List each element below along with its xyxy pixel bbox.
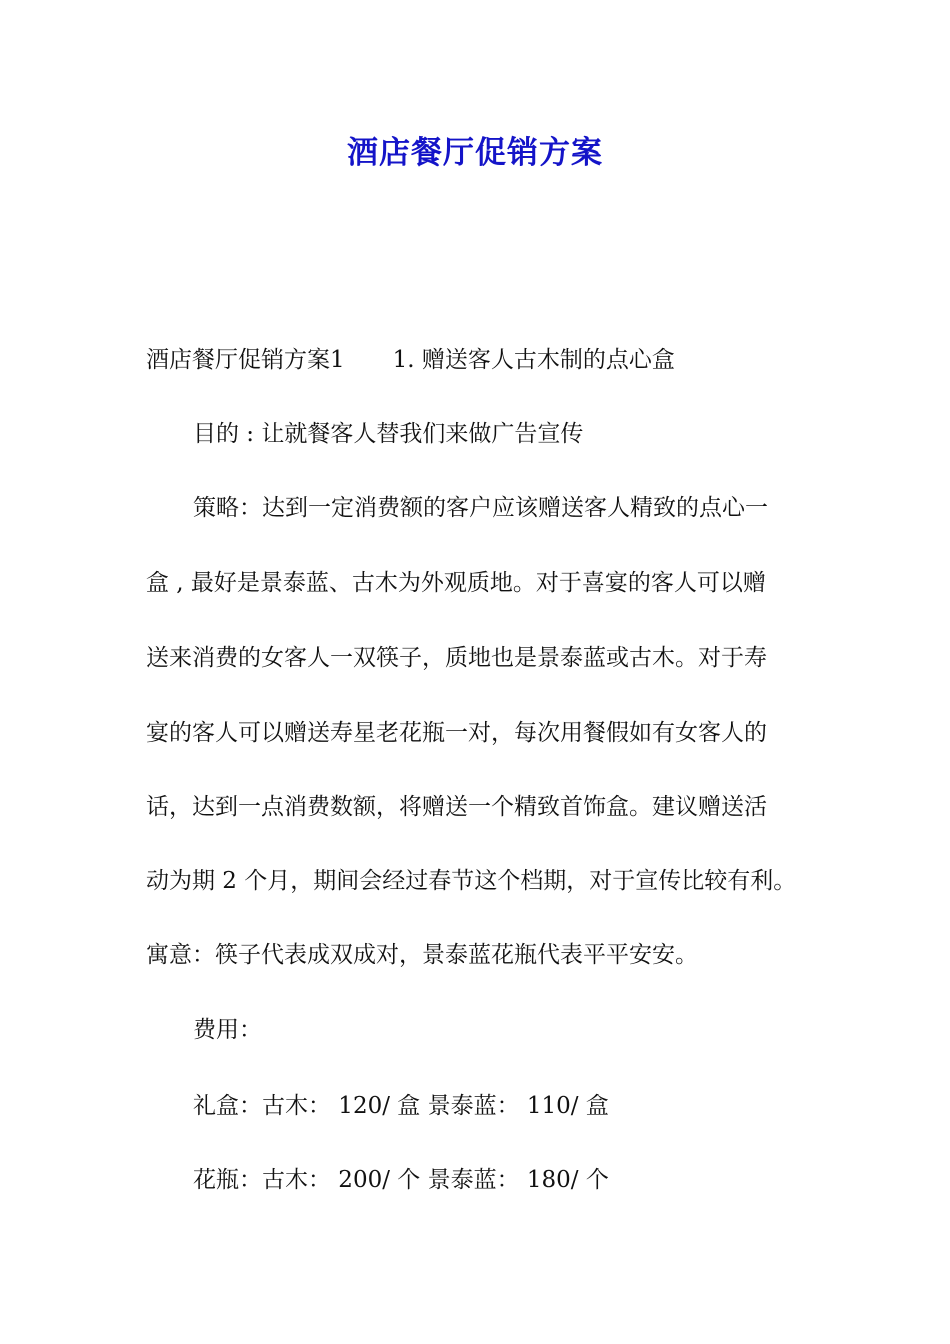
section-heading-left: 酒店餐厅促销方案1	[146, 347, 345, 373]
vase-cost: 花瓶：古木： 200/ 个 景泰蓝： 180/ 个	[193, 1167, 609, 1193]
strategy-line: 话，达到一点消费数额，将赠送一个精致首饰盒。建议赠送活	[146, 794, 767, 820]
strategy-line: 送来消费的女客人一双筷子，质地也是景泰蓝或古木。对于寿	[146, 645, 767, 671]
section-heading	[146, 340, 846, 380]
purpose-paragraph: 目的 : 让就餐客人替我们来做广告宣传	[193, 421, 584, 447]
meaning-line: 寓意：筷子代表成双成对，景泰蓝花瓶代表平平安安。	[146, 942, 698, 968]
gift-box-cost: 礼盒：古木： 120/ 盒 景泰蓝： 110/ 盒	[193, 1093, 609, 1119]
strategy-line: 宴的客人可以赠送寿星老花瓶一对，每次用餐假如有女客人的	[146, 720, 767, 746]
cost-label: 费用：	[193, 1017, 262, 1043]
strategy-line: 盒 , 最好是景泰蓝、古木为外观质地。对于喜宴的客人可以赠	[146, 570, 766, 596]
strategy-line: 动为期 2 个月，期间会经过春节这个档期，对于宣传比较有利。	[146, 868, 797, 894]
strategy-line: 策略：达到一定消费额的客户应该赠送客人精致的点心一	[193, 495, 768, 521]
section-heading-right: 1. 赠送客人古木制的点心盒	[392, 347, 675, 373]
document-title: 酒店餐厅促销方案	[347, 135, 603, 171]
